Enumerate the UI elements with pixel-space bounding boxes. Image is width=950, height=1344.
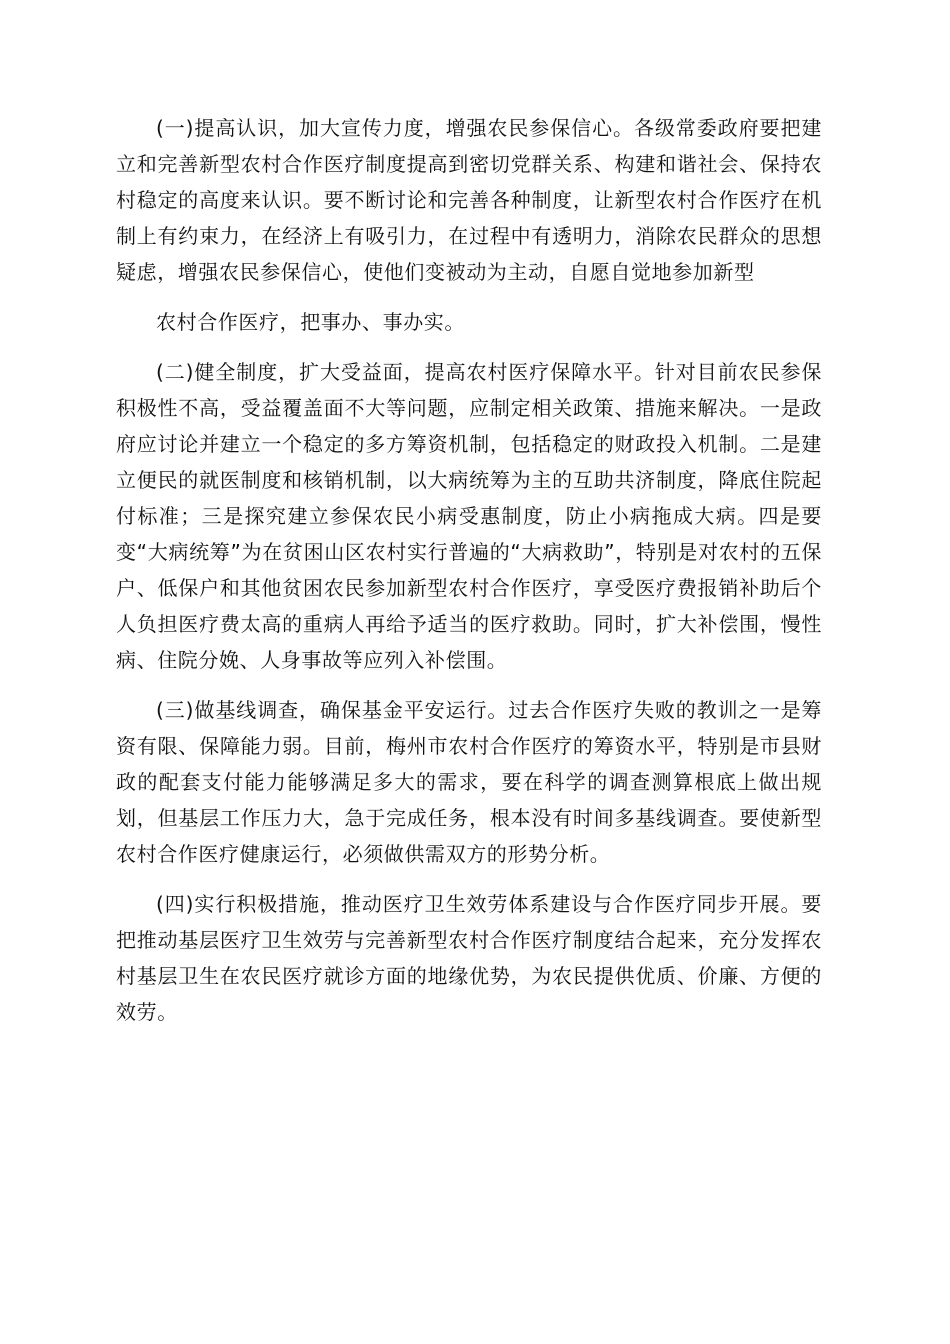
paragraph-2: 农村合作医疗，把事办、事办实。 <box>156 310 465 334</box>
paragraph-1: (一)提高认识，加大宣传力度，增强农民参保信心。各级常委政府要把建立和完善新型农村合作医疗制度提高到密切党群关系、构建和谐社会、保持农村稳定的高度来认识。要不断讨论和完善各种制度，让新型农村合作医疗在机制上有约束力，在经济上有吸引力，在过程中有透明力，消除农民群众的思想疑虑，增强农民参保信心，使他们变被动为主动，自愿自觉地参加新型 <box>116 116 822 284</box>
paragraph-4: (三)做基线调查，确保基金平安运行。过去合作医疗失败的教训之一是筹资有限、保障能力弱。目前，梅州市农村合作医疗的筹资水平，特别是市县财政的配套支付能力能够满足多大的需求，要在科学的调查测算根底上做出规划，但基层工作压力大，急于完成任务，根本没有时间多基线调查。要使新型农村合作医疗健康运行，必须做供需双方的形势分析。 <box>116 698 822 866</box>
paragraph-3: (二)健全制度，扩大受益面，提高农村医疗保障水平。针对目前农民参保积极性不高，受益覆盖面不大等问题，应制定相关政策、措施来解决。一是政府应讨论并建立一个稳定的多方筹资机制，包括稳定的财政投入机制。二是建立便民的就医制度和核销机制，以大病统筹为主的互助共济制度，降底住院起付标准；三是探究建立参保农民小病受惠制度，防止小病拖成大病。四是要变“大病统筹”为在贫困山区农村实行普遍的“大病救助”，特别是对农村的五保户、低保户和其他贫困农民参加新型农村合作医疗，享受医疗费报销补助后个人负担医疗费太高的重病人再给予适当的医疗救助。同时，扩大补偿围，慢性病、住院分娩、人身事故等应列入补偿围。 <box>116 360 822 672</box>
paragraph-5: (四)实行积极措施，推动医疗卫生效劳体系建设与合作医疗同步开展。要把推动基层医疗卫生效劳与完善新型农村合作医疗制度结合起来，充分发挥农村基层卫生在农民医疗就诊方面的地缘优势，为农民提供优质、价廉、方便的效劳。 <box>116 892 822 1024</box>
